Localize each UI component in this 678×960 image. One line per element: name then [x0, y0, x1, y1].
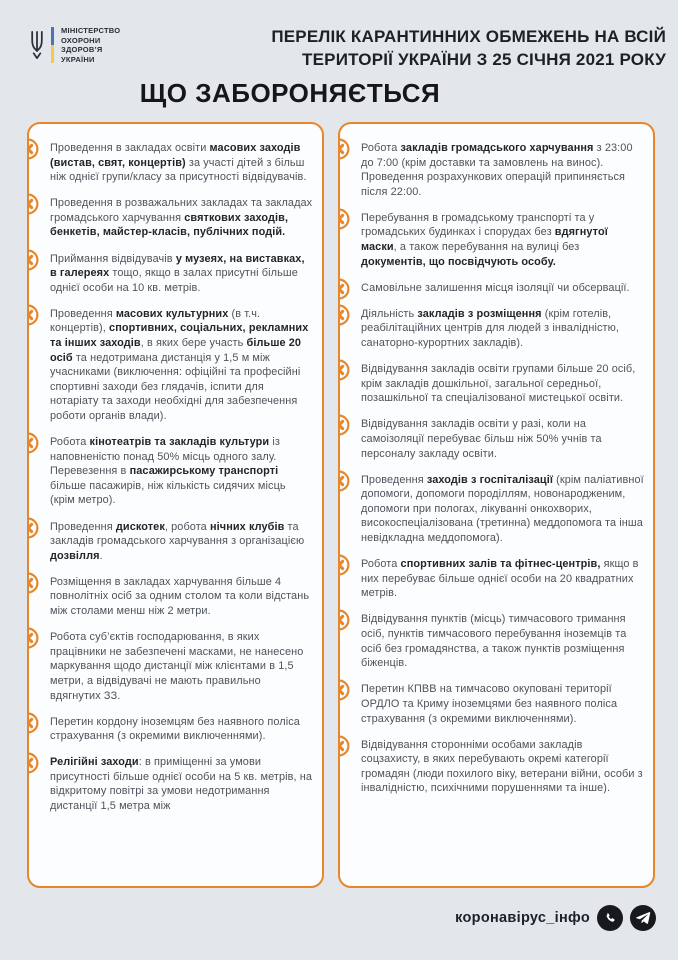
restriction-item [361, 682, 644, 726]
restriction-item [50, 252, 313, 296]
social-handle: коронавірус_інфо [455, 910, 590, 926]
restriction-item [50, 196, 313, 240]
poster-title [271, 26, 666, 71]
prohibited-x-icon [338, 609, 350, 631]
prohibited-x-icon [27, 752, 39, 774]
prohibited-x-icon [338, 679, 350, 701]
ministry-name [61, 26, 120, 64]
restriction-text: Відвідування закладів освіти у разі, коли на самоізоляції перебуває більш ніж 50% учнів та персоналу закладу освіти. [361, 418, 602, 460]
restriction-text: Проведення заходів з госпіталізації (крім паліативної допомоги, допомоги породіллям, новонародженим, допомоги при пологах, лікуванні онкохворих, високоспеціалізована (третинна) меддопомога та інша невідкладна меддопомога). [361, 473, 644, 545]
restriction-item [361, 612, 644, 670]
ministry-line: ОХОРОНИ [61, 35, 101, 45]
restriction-text: Самовільне залишення місця ізоляції чи обсервації. [361, 281, 630, 294]
restriction-item [361, 738, 644, 796]
restriction-text: Проведення дискотек, робота нічних клубів та закладів громадського харчування з організацією дозвілля. [50, 520, 305, 562]
section-title: ЩО ЗАБОРОНЯЄТЬСЯ [139, 78, 441, 108]
prohibited-x-icon [338, 138, 350, 160]
ministry-line: УКРАЇНИ [61, 54, 95, 64]
restriction-text: Відвідування пунктів (місць) тимчасового тримання осіб, пунктів тимчасового перебування іноземців та осіб без громадянства, а також пунктів розміщення біженців. [361, 613, 627, 670]
restriction-text: Робота закладів громадського харчування з 23:00 до 7:00 (крім доставки та замовлень на винос). Проведення розрахункових операцій припиняється після 22:00. [361, 142, 633, 198]
prohibited-x-icon [27, 712, 39, 734]
restriction-item [50, 715, 313, 744]
restriction-text: Діяльність закладів з розміщення (крім готелів, реабілітаційних центрів для людей з інвалідністю, санаторно-курортних закладів). [361, 307, 619, 350]
poster-title-line2: ТЕРИТОРІЇ УКРАЇНИ З 25 СІЧНЯ 2021 РОКУ [302, 49, 666, 69]
restriction-text: Відвідування сторонніми особами закладів соцзахисту, в яких перебувають окремі категорії громадян (люди похилого віку, ветерани війни, особи з інвалідністю, психічними порушеннями та інше). [361, 738, 643, 795]
restrictions-card-left [27, 122, 324, 888]
restriction-text: Перетин КПВВ на тимчасово окуповані території ОРДЛО та Криму іноземцями без наявного поліса страхування (з окремими виключеннями). [361, 683, 618, 725]
prohibited-x-icon [338, 304, 350, 326]
restriction-item [50, 141, 313, 185]
restriction-item [361, 141, 644, 199]
restrictions-columns [27, 122, 655, 888]
restrictions-card-right [338, 122, 655, 888]
restriction-item [361, 473, 644, 546]
restriction-item [361, 307, 644, 351]
restriction-item [50, 435, 313, 508]
prohibited-x-icon [338, 554, 350, 576]
poster-title-line1: ПЕРЕЛІК КАРАНТИННИХ ОБМЕЖЕНЬ НА ВСІЙ [271, 27, 666, 46]
prohibited-x-icon [27, 138, 39, 160]
restriction-item [361, 281, 644, 296]
restriction-text: Робота спортивних залів та фітнес-центрів, якщо в них перебуває більше однієї особи на 20 квадратних метрів. [361, 558, 639, 600]
footer [455, 905, 656, 931]
restriction-item [50, 307, 313, 424]
prohibited-x-icon [27, 627, 39, 649]
prohibited-x-icon [27, 572, 39, 594]
restriction-text: Релігійні заходи: в приміщенні за умови присутності більше однієї особи на 5 кв. метрів, на відкритому повітрі за умови недотримання дистанції 1,5 метра між [50, 756, 313, 813]
restriction-text: Робота кінотеатрів та закладів культури із наповненістю понад 50% місць одного залу. Перевезення в пасажирському транспорті більше пасажирів, ніж кількість сидячих місць (крім метро). [50, 436, 286, 507]
restriction-text: Проведення в закладах освіти масових заходів (вистав, свят, концертів) за участі дітей з більш ніж однієї групи/класу за присутності відвідувачів. [50, 142, 307, 184]
restriction-item [361, 362, 644, 406]
restriction-item [50, 755, 313, 813]
prohibited-x-icon [27, 432, 39, 454]
prohibited-x-icon [27, 304, 39, 326]
prohibited-x-icon [338, 359, 350, 381]
restriction-text: Розміщення в закладах харчування більше 4 повнолітніх осіб за одним столом та коли відстань між столами менш ніж 2 метри. [50, 575, 310, 618]
restriction-text: Відвідування закладів освіти групами більше 20 осіб, крім закладів дошкільної, загальної середньої, позашкільної та спеціалізованої мистецької освіти. [361, 363, 636, 405]
moh-logo [30, 24, 120, 66]
restriction-text: Приймання відвідувачів у музеях, на виставках, в галереях тощо, якщо в залах присутні більше однієї особи на 10 кв. метрів. [50, 252, 305, 294]
restriction-item [361, 557, 644, 601]
restriction-item [361, 211, 644, 269]
prohibited-x-icon [338, 414, 350, 436]
viber-icon [597, 905, 623, 931]
restriction-text: Робота суб’єктів господарювання, в яких працівники не забезпечені масками, не нанесено маркування щодо дистанції між клієнтами в 1,5 метри, а відвідувачі не мають правильно вдягнутих ЗЗ. [50, 631, 304, 702]
restriction-item [50, 630, 313, 703]
prohibited-x-icon [338, 470, 350, 492]
restriction-item [361, 417, 644, 461]
trident-icon [30, 28, 44, 62]
restriction-text: Проведення в розважальних закладах та закладах громадського харчування святкових заходів, бенкетів, майстер-класів, публічних подій. [50, 197, 313, 239]
prohibited-x-icon [338, 278, 350, 300]
restriction-text: Перетин кордону іноземцям без наявного поліса страхування (з окремими виключеннями). [50, 715, 300, 743]
restriction-text: Перебування в громадському транспорті та у громадських будинках і спорудах без вдягнутої маски, а також перебування на вулиці без документів, що посвідчують особу. [361, 211, 608, 268]
restriction-item [50, 520, 313, 564]
ministry-line: ЗДОРОВ’Я [61, 45, 103, 54]
restriction-item [50, 575, 313, 619]
prohibited-x-icon [27, 249, 39, 271]
ministry-line: МІНІСТЕРСТВО [61, 26, 121, 35]
prohibited-x-icon [27, 193, 39, 215]
prohibited-x-icon [338, 735, 350, 757]
prohibited-x-icon [338, 208, 350, 230]
prohibited-x-icon [27, 517, 39, 539]
telegram-icon [630, 905, 656, 931]
logo-divider [51, 27, 54, 63]
restriction-text: Проведення масових культурних (в т.ч. концертів), спортивних, соціальних, рекламних та інших заходів, в яких бере участь більше 20 осіб та недотримана дистанція у 1,5 м між учасниками (виключення: офіційні та професійні спортивні заходи без глядачів, іспити для нотаріату та заходи необхідні для забезпечення роботи органів влади). [50, 307, 309, 422]
